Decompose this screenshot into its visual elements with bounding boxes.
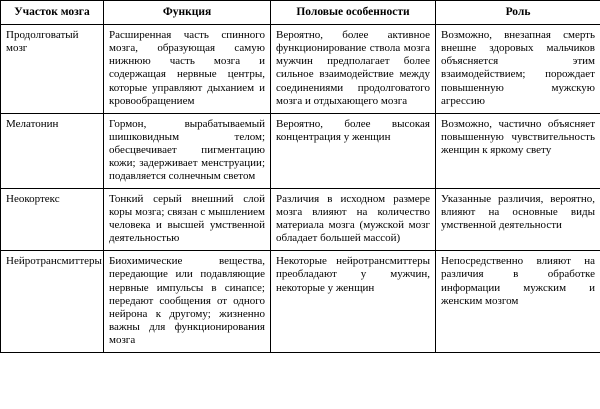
cell-brain-region: Неокортекс bbox=[1, 189, 104, 251]
column-header-brain-region: Участок мозга bbox=[1, 1, 104, 25]
cell-role: Непосредственно влияют на различия в обработке информации мужским и женским мозгом bbox=[436, 251, 600, 353]
cell-sex-features: Различия в исходном размере мозга влияют на количество материала мозга (мужской мозг обладает большей массой) bbox=[271, 189, 436, 251]
table-header bbox=[1, 1, 600, 25]
column-header-role: Роль bbox=[436, 1, 600, 25]
cell-role: Возможно, частично объясняет повышенную чувствительность женщин к яркому свету bbox=[436, 113, 600, 188]
cell-function: Гормон, вырабатываемый шишковидным телом; обесцвечивает пигментацию кожи; задерживает менструации; подавляется солнечным светом bbox=[104, 113, 271, 188]
cell-brain-region: Мелатонин bbox=[1, 113, 104, 188]
cell-role: Возможно, внезапная смерть внешне здоровых мальчиков объясняется этим взаимодействием; порождает повышенную мужскую агрессию bbox=[436, 25, 600, 113]
cell-function: Расширенная часть спинного мозга, образующая самую нижнюю часть мозга и содержащая нервные центры, которые управляют дыханием и кровообращением bbox=[104, 25, 271, 113]
cell-sex-features: Вероятно, более высокая концентрация у женщин bbox=[271, 113, 436, 188]
cell-function: Тонкий серый внешний слой коры мозга; связан с мышлением человека и высшей умственной деятельностью bbox=[104, 189, 271, 251]
cell-sex-features: Некоторые нейротрансмиттеры преобладают у мужчин, некоторые у женщин bbox=[271, 251, 436, 353]
column-header-function: Функция bbox=[104, 1, 271, 25]
cell-brain-region: Продолговатый мозг bbox=[1, 25, 104, 113]
table-row bbox=[1, 25, 600, 113]
cell-brain-region: Нейротрансмиттеры bbox=[1, 251, 104, 353]
cell-sex-features: Вероятно, более активное функционирование ствола мозга мужчин предполагает более сильное взаимодействие между соединениями продолговатого мозга и отдыхающего мозга bbox=[271, 25, 436, 113]
table-header-row bbox=[1, 1, 600, 25]
table-row bbox=[1, 113, 600, 188]
table-row bbox=[1, 189, 600, 251]
table-row bbox=[1, 251, 600, 353]
cell-role: Указанные различия, вероятно, влияют на основные виды умственной деятельности bbox=[436, 189, 600, 251]
column-header-sex-features: Половые особенности bbox=[271, 1, 436, 25]
table-body bbox=[1, 25, 600, 353]
cell-function: Биохимические вещества, передающие или подавляющие нервные импульсы в синапсе; передают сообщения от одного нейрона к другому; жизненно важны для функционирования мозга bbox=[104, 251, 271, 353]
